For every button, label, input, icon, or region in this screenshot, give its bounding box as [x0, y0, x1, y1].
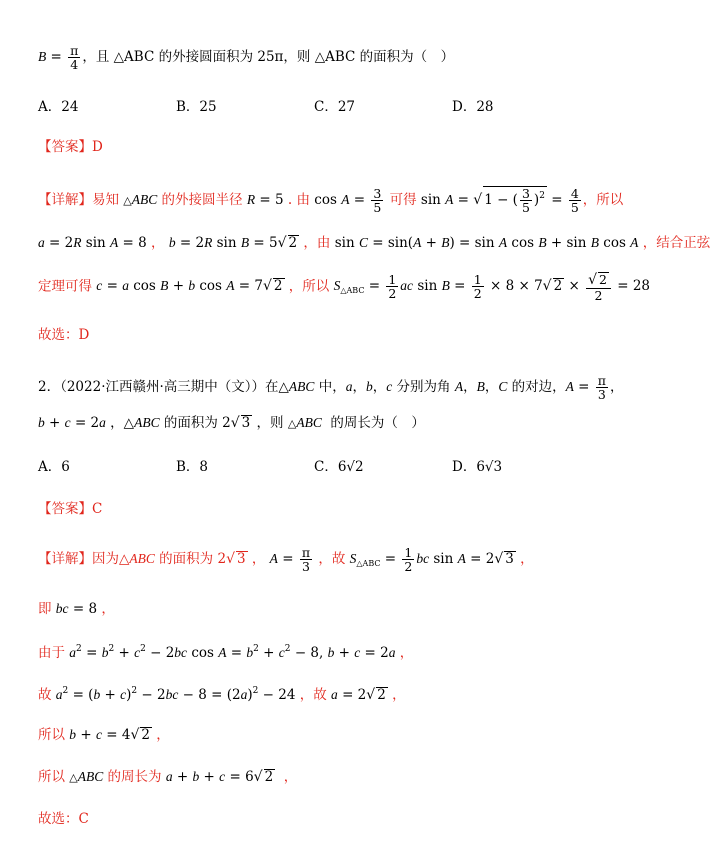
q1-options — [38, 96, 590, 118]
q1-detail-label: 【详解】 — [38, 192, 92, 209]
q2-step1: 即 bc = 8 ， — [38, 601, 115, 617]
q2-stem-line2: b + c = 2a ，△ABC 的面积为 2√ 3 ，则 △ABC 的周长为（ ） — [38, 415, 425, 431]
q1-stem-text: ，且 △ABC 的外接圆面积为 25π，则 △ABC 的面积为（ ） — [82, 49, 455, 66]
q2-step2: 由于 $a^2 = b^2 + c^2 - 2bc$ $\cos A = b^2 + c^2 - 8$, b + c = 2a ， — [38, 644, 414, 661]
q1-option-b: B．25 — [176, 99, 217, 115]
q2-option-b: B．8 — [176, 459, 209, 475]
q2-option-a: A．6 — [38, 459, 70, 475]
q1-option-a: A．24 — [38, 99, 79, 115]
q2-option-c: C．6√2 — [314, 459, 364, 475]
q2-conclusion: 故选：C — [38, 811, 89, 827]
q2-step5: 所以 △ABC 的周长为 a + b + c = 6√ 2 ， — [38, 769, 298, 785]
q1-answer: 【答案】D — [38, 139, 103, 155]
q2-stem-line1: 2．（2022·江西赣州·高三期中（文））在△ABC 中，a，b，c 分别为角 A，B，C 的对边，A = $\frac{\pi}{3}$ ， — [38, 373, 624, 403]
q2-detail-line1: 【详解】因为△ABC 的面积为 2√ 3 ， A = $\frac{\pi}{3}$ ，故 $S_{\triangle ABC}$ = $\frac{1}{2}$ bc sin A = 2√ 3 ， — [38, 545, 534, 575]
q1-detail-line1: 【详解】易知 △ABC 的外接圆半径 R = 5 . 由 cos A = $\frac{3}{5}$ 可得 sin A = √ 1 − ( $\frac{3}{5}$ )$^2$ = $\frac{4}{5}$ ，所以 — [38, 186, 624, 216]
q1-detail-line2: a = 2R sin A = 8 ， b = 2R sin B = 5√ 2 ，由 sin C = sin(A + B) = sin A cos B + sin B cos A ，结合正弦 — [38, 235, 710, 251]
q2-step4: 所以 b + c = 4√ 2 ， — [38, 727, 170, 743]
q1-detail-line3: 定理可得 c = a cos B + b cos A = 7√ 2 ，所以 $S_{\triangle ABC}$ = $\frac{1}{2}$ ac sin B = $\frac{1}{2}$ × 8 × 7√ 2 × $\frac{√ 2}{2}$ = 28 — [38, 272, 651, 303]
q2-answer: 【答案】C — [38, 501, 103, 517]
q2-step3: 故 $a^2 = (b + c)^2 - 2bc - 8 = (2a)^2 - 24$ ，故 a = 2√ 2 ， — [38, 686, 406, 703]
q1-conclusion: 故选：D — [38, 327, 90, 343]
q1-option-d: D．28 — [452, 99, 494, 115]
q2-detail-label: 【详解】 — [38, 551, 92, 568]
q1-stem: B = $\frac{\pi}{4}$ ，且 △ABC 的外接圆面积为 25π，则 △ABC 的面积为（ ） — [38, 43, 455, 73]
q2-option-d: D．6√3 — [452, 459, 503, 475]
q1-option-c: C．27 — [314, 99, 356, 115]
q2-options — [38, 456, 590, 478]
